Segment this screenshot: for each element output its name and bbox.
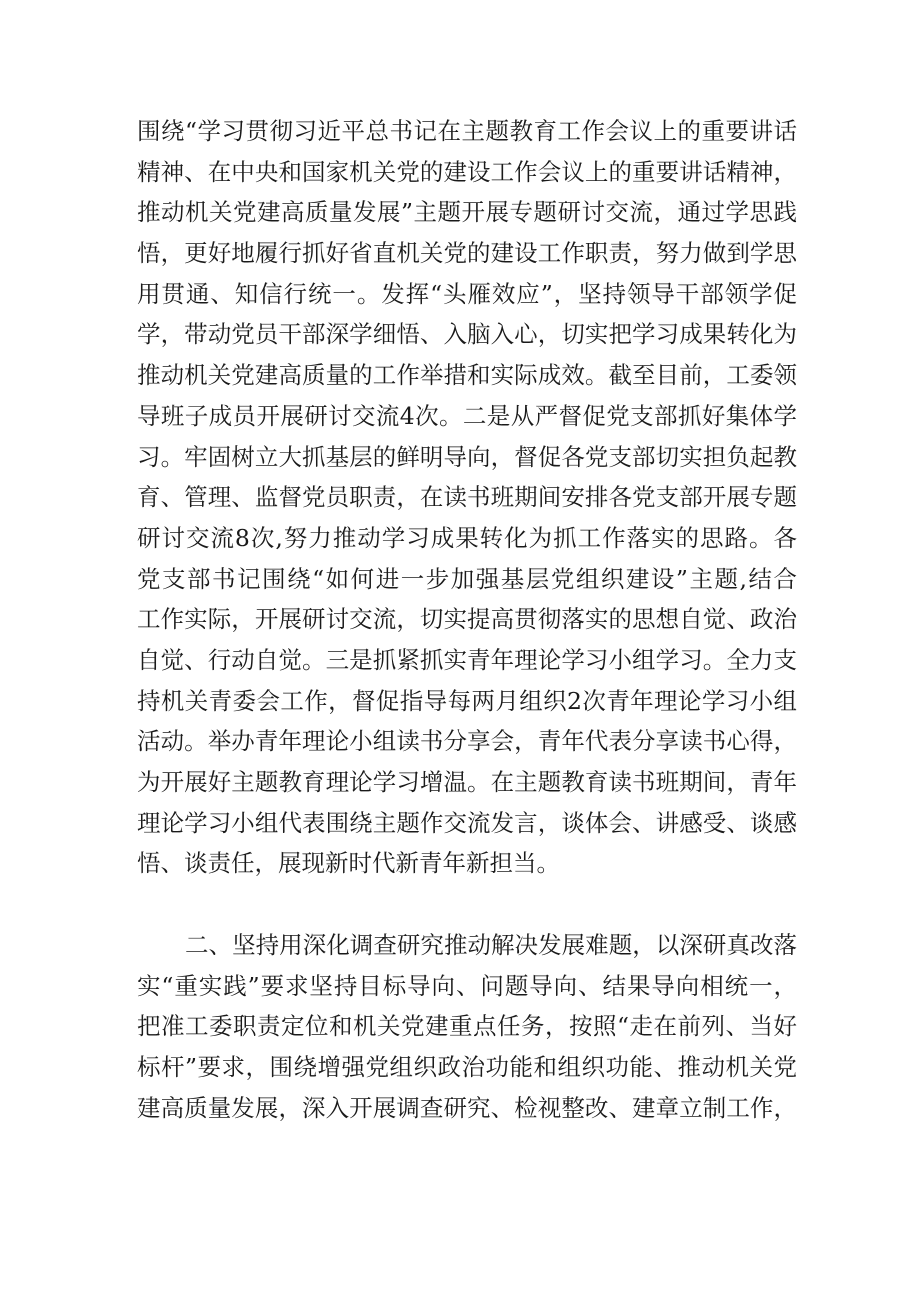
paragraph-line: 建高质量发展，深入开展调查研究、检视整改、建章立制工作， (137, 1093, 797, 1122)
paragraph-line: 推动机关党建高质量的工作举措和实际成效。截至目前，工委领 (137, 361, 797, 390)
paragraph-line: 二、坚持用深化调查研究推动解决发展难题，以深研真改落 (185, 931, 797, 959)
paragraph-line: 研讨交流8次,努力推动学习成果转化为抓工作落实的思路。各 (137, 523, 797, 552)
paragraph-line: 用贯通、知信行统一。发挥“头雁效应”，坚持领导干部领学促 (137, 279, 797, 308)
paragraph-line: 标杆”要求，围绕增强党组织政治功能和组织功能、推动机关党 (137, 1053, 797, 1082)
paragraph-line: 活动。举办青年理论小组读书分享会，青年代表分享读书心得， (137, 727, 797, 756)
paragraph-line: 自觉、行动自觉。三是抓紧抓实青年理论学习小组学习。全力支 (137, 645, 797, 674)
paragraph-line: 精神、在中央和国家机关党的建设工作会议上的重要讲话精神， (137, 157, 797, 186)
paragraph-line: 学，带动党员干部深学细悟、入脑入心，切实把学习成果转化为 (137, 320, 797, 349)
paragraph-line: 理论学习小组代表围绕主题作交流发言，谈体会、讲感受、谈感 (137, 808, 797, 837)
paragraph-line: 把准工委职责定位和机关党建重点任务，按照“走在前列、当好 (137, 1012, 797, 1041)
paragraph-line: 习。牢固树立大抓基层的鲜明导向，督促各党支部切实担负起教 (137, 442, 797, 471)
paragraph-line: 工作实际，开展研讨交流，切实提高贯彻落实的思想自觉、政治 (137, 605, 797, 634)
paragraph-line: 持机关青委会工作，督促指导每两月组织2次青年理论学习小组 (137, 686, 797, 715)
paragraph-line: 悟、谈责任，展现新时代新青年新担当。 (137, 849, 560, 878)
paragraph-line: 悟，更好地履行抓好省直机关党的建设工作职责，努力做到学思 (137, 239, 797, 268)
paragraph-line: 导班子成员开展研讨交流4次。二是从严督促党支部抓好集体学 (137, 401, 797, 430)
paragraph-line: 党支部书记围绕“如何进一步加强基层党组织建设”主题,结合 (137, 564, 797, 593)
paragraph-line: 围绕“学习贯彻习近平总书记在主题教育工作会议上的重要讲话 (137, 117, 797, 145)
paragraph-1 (137, 111, 797, 884)
paragraph-line: 实“重实践”要求坚持目标导向、问题导向、结果导向相统一， (137, 971, 797, 1000)
paragraph-line: 为开展好主题教育理论学习增温。在主题教育读书班期间，青年 (137, 768, 797, 796)
paragraph-2 (137, 925, 797, 1128)
paragraph-line: 育、管理、监督党员职责，在读书班期间安排各党支部开展专题 (137, 483, 797, 512)
paragraph-line: 推动机关党建高质量发展”主题开展专题研讨交流，通过学思践 (137, 198, 797, 227)
